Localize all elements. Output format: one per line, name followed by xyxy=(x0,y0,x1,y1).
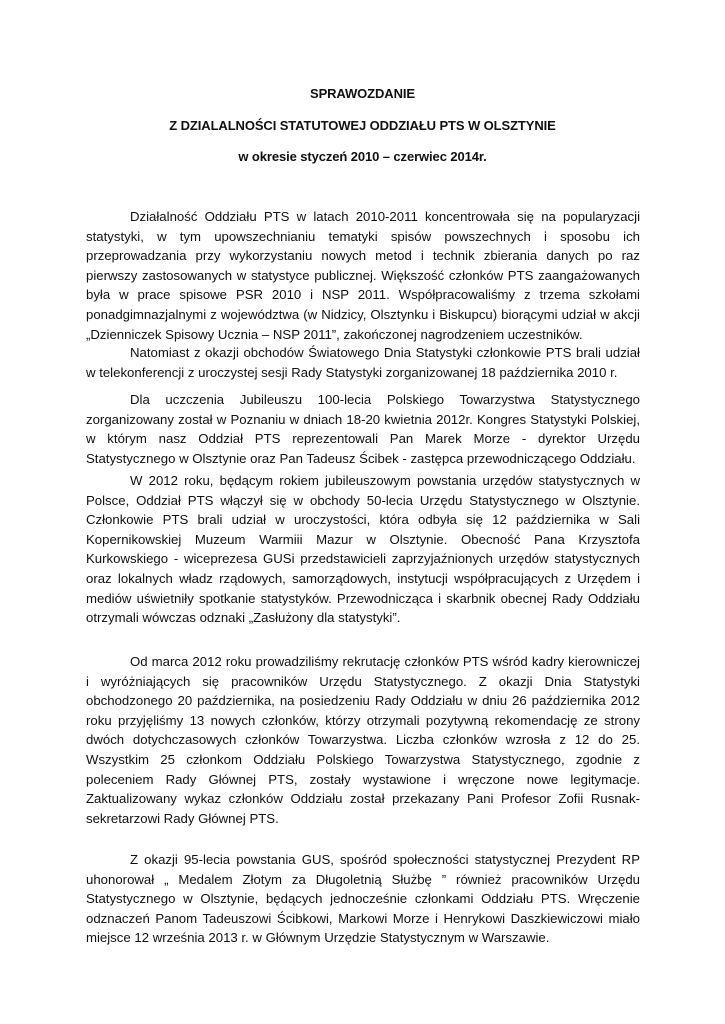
report-subtitle: Z DZIALALNOŚCI STATUTOWEJ ODDZIAŁU PTS W OLSZTYNIE xyxy=(169,118,556,133)
report-period: w okresie styczeń 2010 – czerwiec 2014r. xyxy=(238,149,487,164)
paragraph-member-recruitment: Od marca 2012 roku prowadziliśmy rekrutację członków PTS wśród kadry kierowniczej i wyróżniających się pracowników Urzędu Statystycznego. Z okazji Dnia Statystyki obchodzonego 20 października, na posiedzeniu Rady Oddziału w dniu 26 października 2012 roku przyjęliśmy 13 nowych członków, którzy otrzymali pozytywną rekomendację ze strony dwóch dotychczasowych członków Towarzystwa. Liczba członków wzrosła z 12 do 25. Wszystkim 25 członkom Oddziału Polskiego Towarzystwa Statystycznego, zgodnie z poleceniem Rady Głównej PTS, zostały wystawione i wręczone nowe legitymacje. Zaktualizowany wykaz członków Oddziału został przekazany Pani Profesor Zofii Rusnak-sekretarzowi Rady Głównej PTS. xyxy=(86,654,640,826)
paragraph-jubilee-congress: Dla uczczenia Jubileuszu 100-lecia Polskiego Towarzystwa Statystycznego zorganizowany został w Poznaniu w dniach 18-20 kwietnia 2012r. Kongres Statystyki Polskiej, w którym nasz Oddział PTS reprezentowali Pan Marek Morze - dyrektor Urzędu Statystycznego w Olsztynie oraz Pan Tadeusz Ścibek - zastępca przewodniczącego Oddziału. xyxy=(86,392,640,466)
paragraph-census-activities: Działalność Oddziału PTS w latach 2010-2011 koncentrowała się na popularyzacji statystyki, w tym upowszechnianiu tematyki spisów powszechnych i sposobu ich przeprowadzania przy wykorzystaniu nowych metod i technik zbierania danych po raz pierwszy zastosowanych w statystyce publicznej. Większość członków PTS zaangażowanych była w prace spisowe PSR 2010 i NSP 2011. Współpracowaliśmy z trzema szkołami ponadgimnazjalnymi z województwa (w Nidzicy, Olsztynku i Biskupcu) biorącymi udział w akcji „Dzienniczek Spisowy Ucznia – NSP 2011”, zakończonej nagrodzeniem uczestników. xyxy=(86,209,640,342)
paragraph-world-statistics-day: Natomiast z okazji obchodów Światowego Dnia Statystyki członkowie PTS brali udział w telekonferencji z uroczystej sesji Rady Statystyki zorganizowanej 18 października 2010 r. xyxy=(86,345,640,380)
paragraph-50th-anniversary: W 2012 roku, będącym rokiem jubileuszowym powstania urzędów statystycznych w Polsce, Oddział PTS włączył się w obchody 50-lecia Urzędu Statystycznego w Olsztynie. Członkowie PTS brali udział w uroczystości, która odbyła się 12 października w Sali Kopernikowskiej Muzeum Warmiii Mazur w Olsztynie. Obecność Pana Krzysztofa Kurkowskiego - wiceprezesa GUSi przedstawicieli zaprzyjaźnionych urzędów statystycznych oraz lokalnych władz rządowych, samorządowych, instytucji współpracujących z Urzędem i mediów uświetniły spotkanie statystyków. Przewodnicząca i skarbnik obecnej Rady Oddziału otrzymali wówczas odznaki „Zasłużony dla statystyki”. xyxy=(86,473,640,626)
report-title: SPRAWOZDANIE xyxy=(310,86,415,101)
paragraph-gus-95th-anniversary: Z okazji 95-lecia powstania GUS, spośród społeczności statystycznej Prezydent RP uhonorował „ Medalem Złotym za Długoletnią Służbę ” również pracowników Urzędu Statystycznego w Olsztynie, będących jednocześnie członkami Oddziału PTS. Wręczenie odznaczeń Panom Tadeuszowi Ścibkowi, Markowi Morze i Henrykowi Daszkiewiczowi miało miejsce 12 września 2013 r. w Głównym Urzędzie Statystycznym w Warszawie. xyxy=(86,852,640,946)
